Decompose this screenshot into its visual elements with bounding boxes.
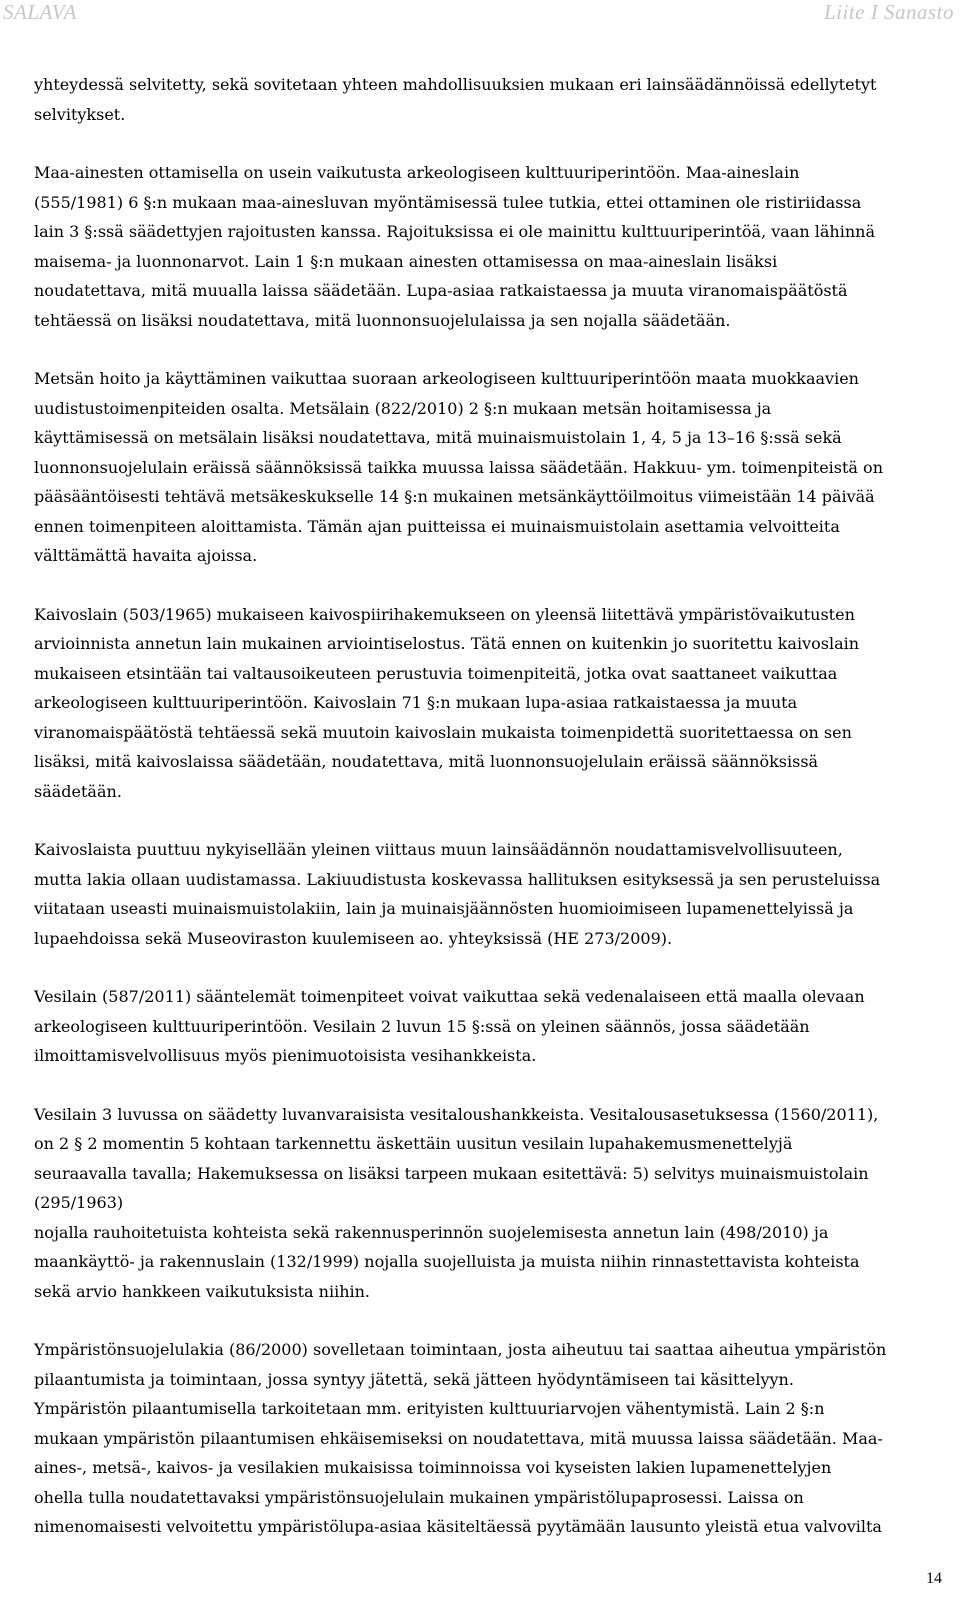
text-line: uudistustoimenpiteiden osalta. Metsälain (822/2010) 2 §:n mukaan metsän hoitamisessa ja [34,398,772,418]
text-line: mutta lakia ollaan uudistamassa. Lakiuudistusta koskevassa hallituksen esityksessä ja sen perusteluissa [34,869,881,889]
text-line: arvioinnista annetun lain mukainen arviointiselostus. Tätä ennen on kuitenkin jo suoritettu kaivoslain [34,634,860,653]
text-line: ohella tulla noudatettavaksi ympäristönsuojelulain mukainen ympäristölupaprosessi. Laissa on [34,1487,804,1507]
text-line: Maa-ainesten ottamisella on usein vaikutusta arkeologiseen kulttuuriperintöön. Maa-aineslain [34,163,800,182]
text-line: lain 3 §:ssä säädettyjen rajoitusten kanssa. Rajoituksissa ei ole mainittu kulttuuriperintöä, vaan lähinnä [34,222,875,241]
paragraph [34,1335,934,1542]
paragraph [34,364,934,571]
text-line: viranomaispäätöstä tehtäessä sekä muutoin kaivoslain mukaista toimenpidettä suoritettaessa on sen [34,722,852,742]
text-line: lupaehdoissa sekä Museoviraston kuulemiseen ao. yhteyksissä (HE 273/2009). [34,928,673,948]
paragraph [34,835,934,953]
text-line: seuraavalla tavalla; Hakemuksessa on lisäksi tarpeen mukaan esitettävä: 5) selvitys muinaismuistolain [34,1163,869,1183]
header-title: SALAVA [3,0,77,24]
text-line: Kaivoslain (503/1965) mukaiseen kaivospiirihakemukseen on yleensä liitettävä ympäristövaikutusten [34,604,855,624]
text-line: nimenomaisesti velvoitettu ympäristölupa-asiaa käsiteltäessä pyytämään lausunto yleistä etua valvovilta [34,1517,882,1536]
text-line: ilmoittamisvelvollisuus myös pienimuotoisista vesihankkeista. [34,1046,537,1065]
text-line: arkeologiseen kulttuuriperintöön. Vesilain 2 luvun 15 §:ssä on yleinen säännös, jossa säädetään [34,1016,810,1036]
text-line: maankäyttö- ja rakennuslain (132/1999) nojalla suojelluista ja muista niihin rinnastettavista kohteista [34,1252,860,1271]
paragraph [34,1100,934,1307]
text-line: nojalla rauhoitetuista kohteista sekä rakennusperinnön suojelemisesta annetun lain (498/2010) ja [34,1222,829,1242]
text-line: käyttämisessä on metsälain lisäksi noudatettava, mitä muinaismuistolain 1, 4, 5 ja 13–16 §:ssä sekä [34,428,842,447]
text-line: pilaantumista ja toimintaan, jossa syntyy jätettä, sekä jätteen hyödyntämiseen tai käsittelyyn. [34,1369,794,1389]
text-line: (555/1981) 6 §:n mukaan maa-ainesluvan myöntämisessä tulee tutkia, ettei ottaminen ole ristiriidassa [34,192,862,212]
paragraph [34,158,934,335]
text-line: mukaan ympäristön pilaantumisen ehkäisemiseksi on noudatettava, mitä muussa laissa säädetään. Maa- [34,1428,883,1448]
text-line: mukaiseen etsintään tai valtausoikeuteen perustuvia toimenpiteitä, jotka ovat saattaneet vaikuttaa [34,663,838,683]
page-header [0,0,960,30]
text-line: Vesilain 3 luvussa on säädetty luvanvaraisista vesitaloushankkeista. Vesitalousasetuksessa (1560/2011), [34,1104,879,1124]
text-line: lisäksi, mitä kaivoslaissa säädetään, noudatettava, mitä luonnonsuojelulain eräissä säännöksissä [34,752,819,771]
page-number: 14 [926,1570,942,1587]
text-line: Ympäristönsuojelulakia (86/2000) sovelletaan toimintaan, josta aiheutuu tai saattaa aiheutua ympäristön [34,1340,887,1359]
text-line: Kaivoslaista puuttuu nykyisellään yleinen viittaus muun lainsäädännön noudattamisvelvollisuuteen, [34,840,843,859]
text-line: arkeologiseen kulttuuriperintöön. Kaivoslain 71 §:n mukaan lupa-asiaa ratkaistaessa ja muuta [34,693,798,712]
text-line: Vesilain (587/2011) sääntelemät toimenpiteet voivat vaikuttaa sekä vedenalaiseen että maalla olevaan [34,987,865,1006]
text-line: luonnonsuojelulain eräissä säännöksissä taikka muussa laissa säädetään. Hakkuu- ym. toimenpiteistä on [34,457,883,477]
document-body [34,70,934,1571]
text-line: (295/1963) [34,1193,124,1212]
text-line: säädetään. [34,781,122,801]
text-line: selvitykset. [34,104,126,124]
paragraph [34,70,934,129]
text-line: Ympäristön pilaantumisella tarkoitetaan mm. erityisten kulttuuriarvojen vähentymistä. Lain 2 §:n [34,1399,825,1418]
paragraph [34,600,934,807]
text-line: välttämättä havaita ajoissa. [34,546,258,565]
text-line: yhteydessä selvitetty, sekä sovitetaan yhteen mahdollisuuksien mukaan eri lainsäädännöissä edellytetyt [34,75,877,94]
text-line: on 2 § 2 momentin 5 kohtaan tarkennettu äskettäin uusitun vesilain lupahakemusmenettelyjä [34,1134,793,1153]
text-line: sekä arvio hankkeen vaikutuksista niihin. [34,1281,370,1301]
text-line: pääsääntöisesti tehtävä metsäkeskukselle 14 §:n mukainen metsänkäyttöilmoitus viimeistään 14 päivää [34,487,875,506]
text-line: tehtäessä on lisäksi noudatettava, mitä luonnonsuojelulaissa ja sen nojalla säädetään. [34,310,731,330]
text-line: viitataan useasti muinaismuistolakiin, lain ja muinaisjäännösten huomioimiseen lupamenettelyissä ja [34,899,854,918]
paragraph [34,982,934,1071]
text-line: aines-, metsä-, kaivos- ja vesilakien mukaisissa toiminnoissa voi kyseisten lakien lupamenettelyjen [34,1458,832,1477]
header-section: Liite I Sanasto [823,0,954,24]
text-line: Metsän hoito ja käyttäminen vaikuttaa suoraan arkeologiseen kulttuuriperintöön maata muokkaavien [34,369,859,388]
text-line: ennen toimenpiteen aloittamista. Tämän ajan puitteissa ei muinaismuistolain asettamia velvoitteita [34,516,840,536]
text-line: noudatettava, mitä muualla laissa säädetään. Lupa-asiaa ratkaistaessa ja muuta viranomaispäätöstä [34,281,848,300]
text-line: maisema- ja luonnonarvot. Lain 1 §:n mukaan ainesten ottamisessa on maa-aineslain lisäksi [34,251,778,271]
